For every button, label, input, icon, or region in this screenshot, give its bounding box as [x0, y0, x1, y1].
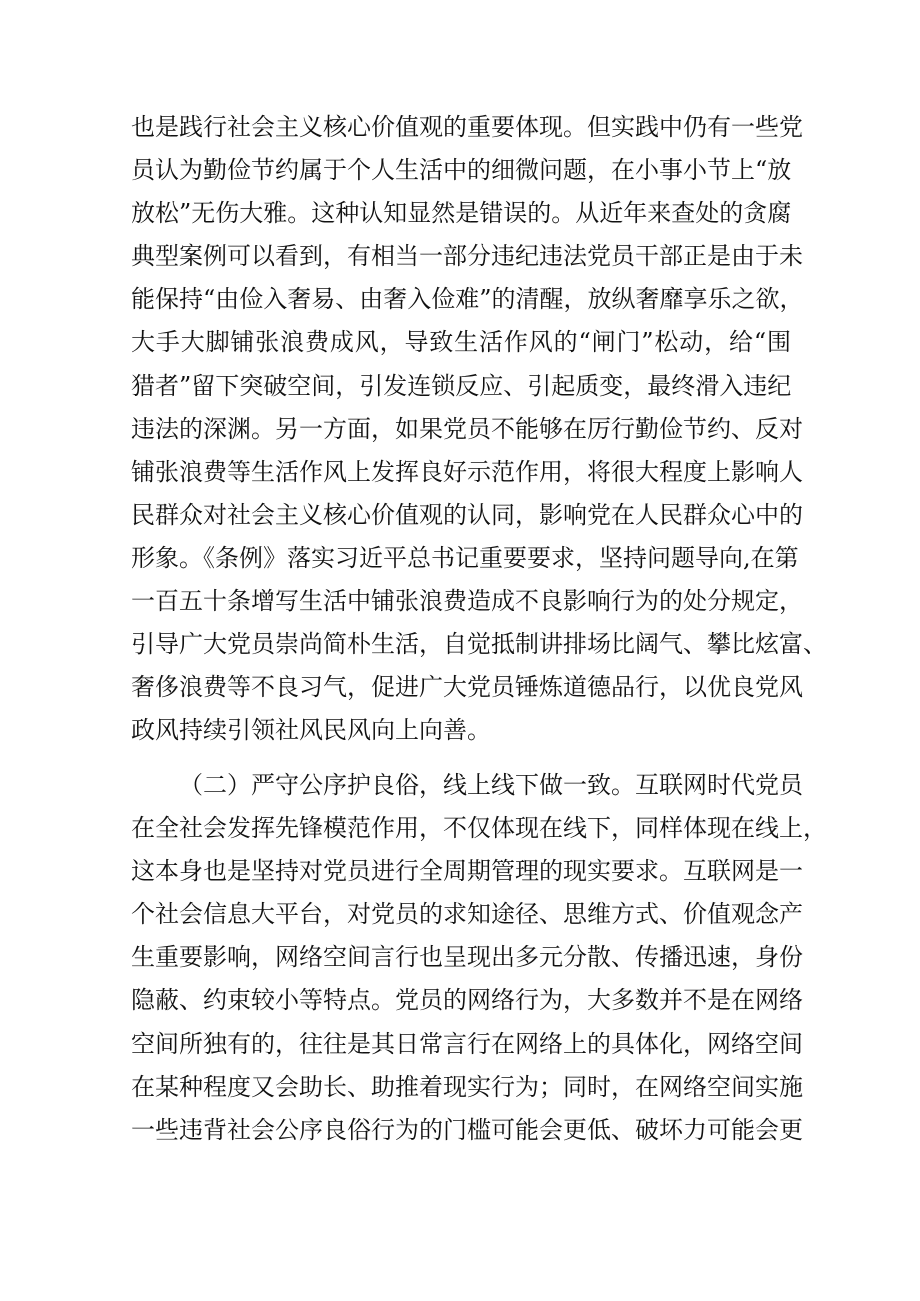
text-line: 民群众对社会主义核心价值观的认同，影响党在人民群众心中的 [131, 500, 803, 529]
text-line: 猎者”留下突破空间，引发连锁反应、引起质变，最终滑入违纪 [131, 371, 792, 400]
text-line: 典型案例可以看到，有相当一部分违纪违法党员干部正是由于未 [131, 242, 803, 271]
text-line: 隐蔽、约束较小等特点。党员的网络行为，大多数并不是在网络 [131, 986, 803, 1015]
text-line: 这本身也是坚持对党员进行全周期管理的现实要求。互联网是一 [131, 857, 803, 886]
text-line: 也是践行社会主义核心价值观的重要体现。但实践中仍有一些党 [131, 113, 803, 141]
text-line: 放松”无伤大雅。这种认知显然是错误的。从近年来查处的贪腐 [131, 199, 792, 228]
text-line: 空间所独有的，往往是其日常言行在网络上的具体化，网络空间 [131, 1029, 803, 1058]
paragraph-1 [131, 106, 827, 752]
text-line: 引导广大党员崇尚简朴生活，自觉抵制讲排场比阔气、攀比炫富、 [131, 630, 827, 659]
text-line: 形象。《条例》落实习近平总书记重要要求，坚持问题导向,在第 [131, 543, 799, 572]
text-line: 奢侈浪费等不良习气，促进广大党员锤炼道德品行，以优良党风 [131, 673, 803, 702]
section-heading-line: （二）严守公序护良俗，线上线下做一致。互联网时代党员 [179, 771, 803, 799]
text-line: 在全社会发挥先锋模范作用，不仅体现在线下，同样体现在线上， [131, 814, 827, 843]
text-line: 员认为勤俭节约属于个人生活中的细微问题，在小事小节上“放 [131, 156, 792, 185]
text-line: 大手大脚铺张浪费成风，导致生活作风的“闸门”松动，给“围 [131, 328, 791, 357]
text-line: 能保持“由俭入奢易、由奢入俭难”的清醒，放纵奢靡享乐之欲， [131, 285, 804, 314]
text-line: 政风持续引领社风民风向上向善。 [131, 716, 491, 745]
text-line: 生重要影响，网络空间言行也呈现出多元分散、传播迅速，身份 [131, 943, 803, 972]
text-line: 违法的深渊。另一方面，如果党员不能够在厉行勤俭节约、反对 [131, 414, 803, 443]
text-line: 个社会信息大平台，对党员的求知途径、思维方式、价值观念产 [131, 900, 803, 929]
text-line: 在某种程度又会助长、助推着现实行为；同时，在网络空间实施 [131, 1072, 803, 1101]
text-line: 一些违背社会公序良俗行为的门槛可能会更低、破坏力可能会更 [131, 1115, 803, 1144]
text-line: 一百五十条增写生活中铺张浪费造成不良影响行为的处分规定， [131, 587, 803, 616]
text-line: 铺张浪费等生活作风上发挥良好示范作用，将很大程度上影响人 [131, 457, 803, 486]
paragraph-2 [131, 764, 827, 1152]
